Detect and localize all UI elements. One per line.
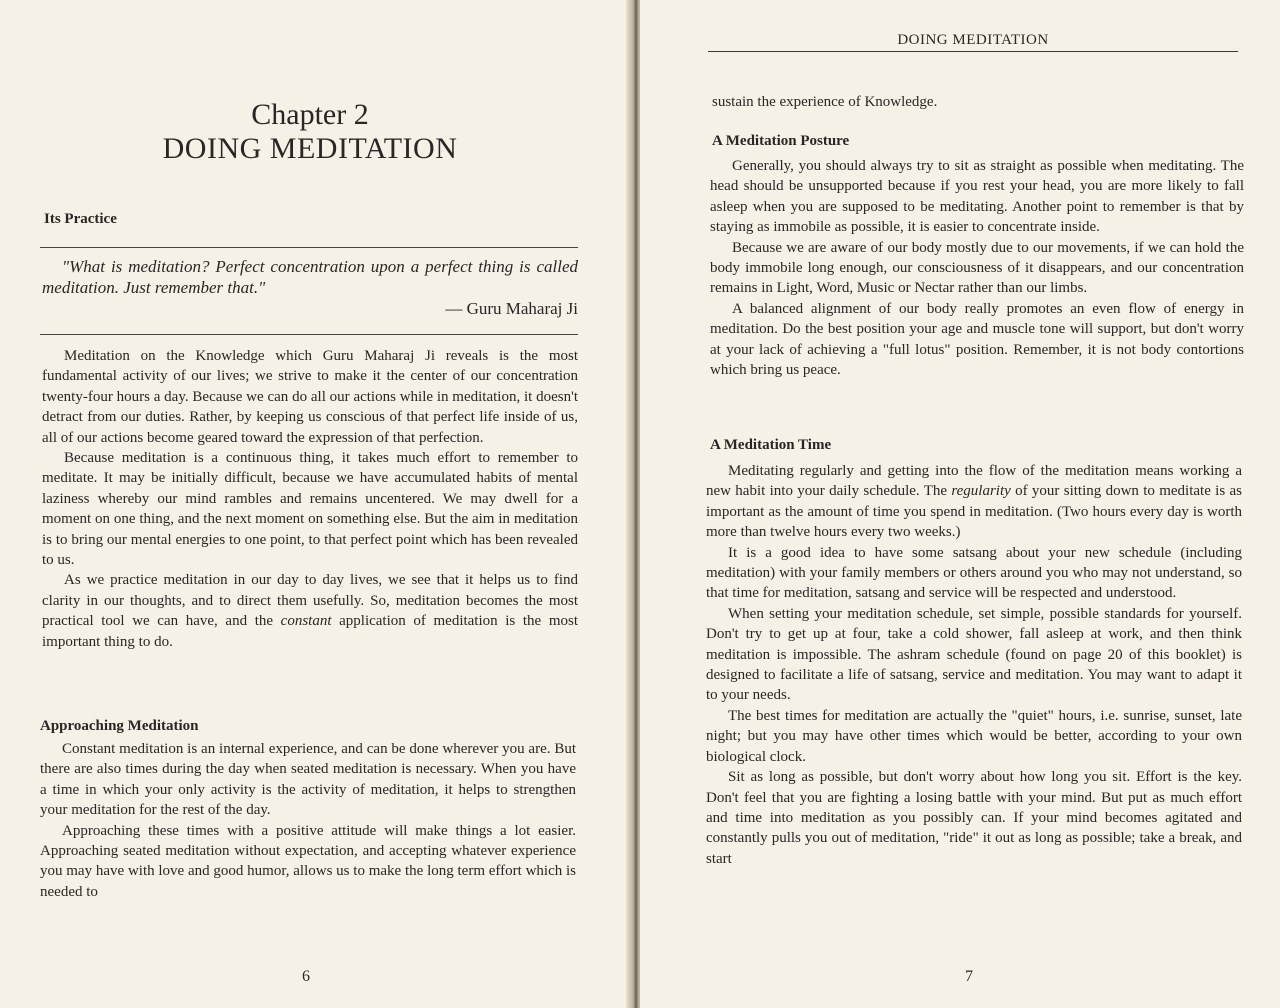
paragraph: Because we are aware of our body mostly due to our movements, if we can hold the body immobile long enough, our consciousness of it disappears, and our concentration remains in Light, Word, Music or Nectar rather than our limbs. <box>710 239 1244 297</box>
quote-bottom-rule <box>40 334 578 335</box>
left-page <box>0 0 632 1008</box>
section-body-meditation-posture <box>710 156 1244 380</box>
chapter-number: Chapter 2 <box>251 98 369 131</box>
section-heading-its-practice: Its Practice <box>44 211 117 227</box>
quote-attribution: — Guru Maharaj Ji <box>445 299 578 318</box>
paragraph: Because meditation is a continuous thing, it takes much effort to remember to meditate. It may be initially difficult, because we have accumulated habits of mental laziness whereby our mind rambles and remains uncentered. We may dwell for a moment on one thing, and the next moment on something else. But the aim in meditation is to bring our mental energies to one point, to that perfect point which has been revealed to us. <box>42 450 578 569</box>
paragraph: A balanced alignment of our body really promotes an even flow of energy in meditation. Do the best position your age and muscle tone will support, but don't worry at your lack of achieving a "full lotus" position. Remember, it is not body contortions which bring us peace. <box>710 300 1244 379</box>
quote-top-rule <box>40 247 578 248</box>
chapter-title: DOING MEDITATION <box>162 132 458 165</box>
paragraph: Approaching these times with a positive attitude will make things a lot easier. Approaching seated meditation without expectation, and accepting whatever experience you may have with love and good humor, allows us to make the long term effort which is needed to <box>40 822 576 900</box>
paragraph: Generally, you should always try to sit as straight as possible when meditating. The head should be unsupported because if you rest your head, you are more likely to fall asleep when you are supposed to be meditating. Another point to remember is that by staying as immobile as possible, it is easier to concentrate inside. <box>710 158 1244 236</box>
paragraph: Meditation on the Knowledge which Guru Maharaj Ji reveals is the most fundamental activity of our lives; we strive to make it the center of our concentration twenty-four hours a day. Because we can do all our actions while in meditation, it doesn't detract from our duties. Rather, by keeping us conscious of that perfect life inside of us, all of our actions become geared toward the expression of that perfection. <box>42 348 578 446</box>
paragraph: It is a good idea to have some satsang about your new schedule (including meditation) with your family members or others around you who may not understand, so that time for meditation, satsang and service will be respected and understood. <box>706 544 1242 602</box>
running-head: DOING MEDITATION <box>708 32 1238 52</box>
section-body-approaching-meditation <box>40 739 576 902</box>
emphasis: regularity <box>951 483 1011 500</box>
paragraph: Sit as long as possible, but don't worry about how long you sit. Effort is the key. Don't feel that you are fighting a losing battle with your mind. But put as much effort and time into meditation as you possibly can. If your mind becomes agitated and constantly pulls you out of meditation, "ride" it out as long as possible; take a break, and start <box>706 769 1242 867</box>
paragraph: When setting your meditation schedule, set simple, possible standards for yourself. Don't try to get up at four, take a cold shower, fall asleep at work, and then think meditation is impossible. The ashram schedule (found on page 20 of this booklet) is designed to facilitate a life of satsang, service and meditation. You may want to adapt it to your needs. <box>706 605 1242 704</box>
continued-text <box>712 92 1240 112</box>
paragraph: Constant meditation is an internal experience, and can be done wherever you are. But there are also times during the day when seated meditation is necessary. When you have a time in which your only activity is the activity of meditation, it helps to strengthen your meditation for the rest of the day. <box>40 741 576 819</box>
emphasis: constant <box>280 613 332 630</box>
section-heading-meditation-time: A Meditation Time <box>710 437 832 453</box>
paragraph: Meditating regularly and getting into the flow of the meditation means working a new habit into your daily schedule. The regularity of your sitting down to meditate is as important as the amount of time you spend in meditation. (Two hours every day is worth more than twelve hours every two weeks.) <box>706 463 1242 541</box>
paragraph: sustain the experience of Knowledge. <box>712 94 938 110</box>
quote-text: "What is meditation? Perfect concentration upon a perfect thing is called meditation. Just remember that." <box>42 257 578 297</box>
paragraph: The best times for meditation are actually the "quiet" hours, i.e. sunrise, sunset, late night; but you may have other times which would be better, according to your own biological clock. <box>706 707 1242 765</box>
section-body-meditation-time <box>706 461 1242 869</box>
page-number-right: 7 <box>965 968 973 985</box>
chapter-heading <box>140 98 480 166</box>
section-heading-approaching-meditation: Approaching Meditation <box>40 718 199 734</box>
section-heading-meditation-posture: A Meditation Posture <box>712 133 850 149</box>
section-body-its-practice <box>42 346 578 652</box>
paragraph: As we practice meditation in our day to day lives, we see that it helps us to find clarity in our thoughts, and to direct them usefully. So, meditation becomes the most practical tool we can have, and the constant application of meditation is the most important thing to do. <box>42 572 579 650</box>
page-number-left: 6 <box>302 968 310 985</box>
